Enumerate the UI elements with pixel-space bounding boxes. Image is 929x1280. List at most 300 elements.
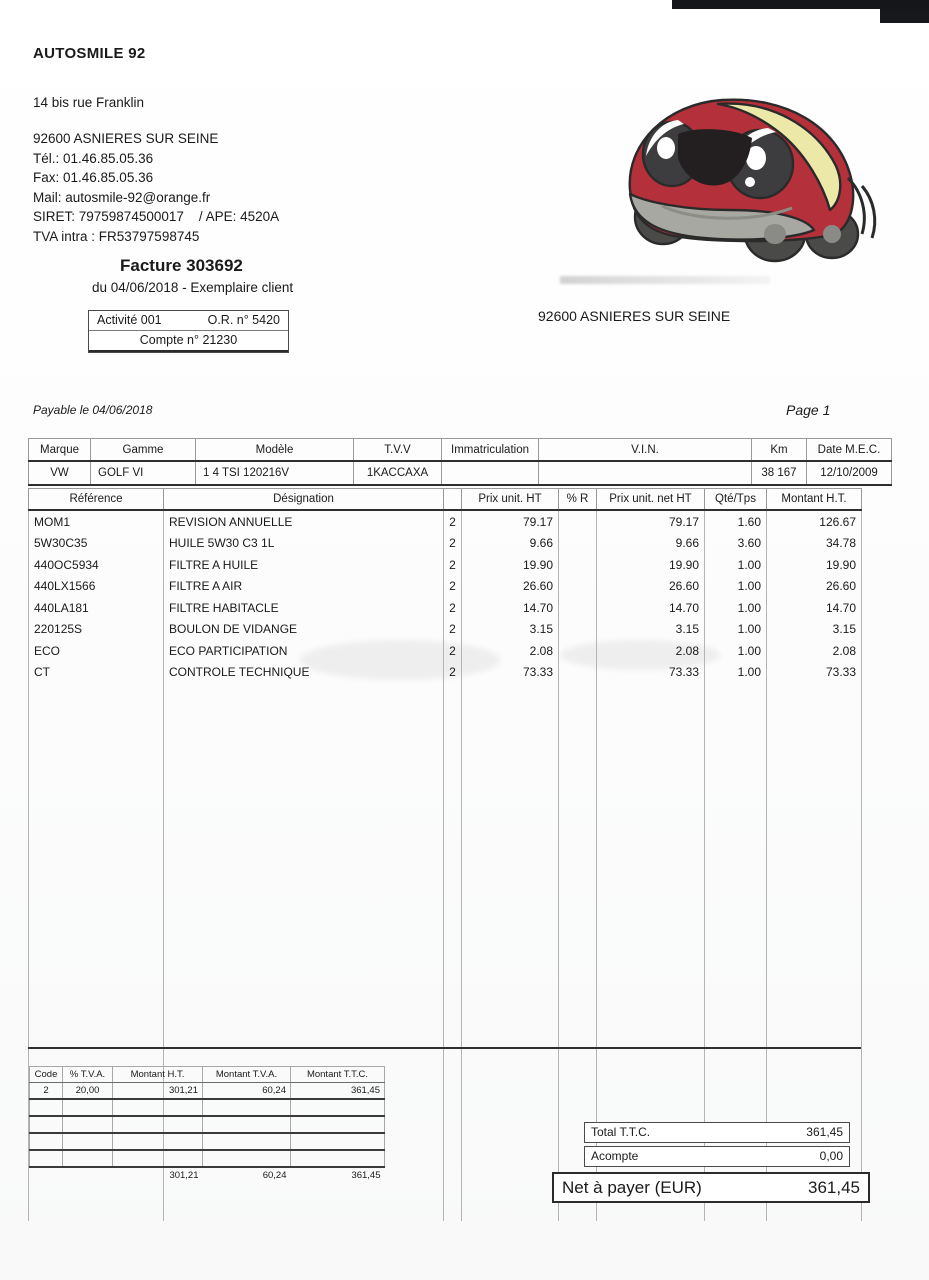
empty-cell: [63, 1099, 113, 1116]
tva-total-tva: 60,24: [203, 1167, 291, 1183]
item-reference: 440LA181: [29, 597, 164, 619]
empty-cell: [462, 1135, 559, 1157]
item-designation: FILTRE HABITACLE: [164, 597, 444, 619]
vehicle-header-row: [29, 439, 892, 462]
item-prix-unit-ht: 14.70: [462, 597, 559, 619]
empty-cell: [444, 769, 462, 791]
table-row-empty: [29, 705, 862, 727]
empty-cell: [29, 1199, 164, 1221]
empty-cell: [29, 769, 164, 791]
empty-cell: [462, 963, 559, 985]
item-reference: ECO: [29, 640, 164, 662]
item-designation: CONTROLE TECHNIQUE: [164, 662, 444, 684]
empty-cell: [767, 877, 862, 899]
table-row-empty: [29, 683, 862, 705]
empty-cell: [767, 726, 862, 748]
empty-cell: [63, 1116, 113, 1133]
empty-cell: [462, 941, 559, 963]
empty-cell: [559, 705, 597, 727]
vehicle-col-marque: Marque: [29, 439, 91, 462]
empty-cell: [462, 769, 559, 791]
empty-cell: [462, 834, 559, 856]
empty-cell: [203, 1133, 291, 1150]
empty-cell: [444, 1027, 462, 1049]
empty-cell: [767, 705, 862, 727]
empty-cell: [203, 1116, 291, 1133]
totals-box: [584, 1122, 850, 1170]
empty-cell: [113, 1133, 203, 1150]
empty-cell: [29, 963, 164, 985]
net-to-pay-value: 361,45: [808, 1178, 860, 1197]
empty-cell: [462, 791, 559, 813]
tva-total-blank2: [63, 1167, 113, 1183]
tva-data-row: [30, 1083, 385, 1100]
items-col-prix-unit-ht: Prix unit. HT: [462, 489, 559, 511]
item-prix-unit-net-ht: 79.17: [597, 510, 705, 533]
item-prix-unit-ht: 73.33: [462, 662, 559, 684]
empty-cell: [444, 834, 462, 856]
empty-cell: [559, 984, 597, 1006]
vehicle-col-vin: V.I.N.: [539, 439, 752, 462]
empty-cell: [164, 726, 444, 748]
empty-cell: [462, 1070, 559, 1092]
item-qte-tps: 1.00: [705, 619, 767, 641]
empty-cell: [705, 1006, 767, 1028]
empty-cell: [705, 920, 767, 942]
empty-cell: [705, 748, 767, 770]
item-prix-unit-ht: 19.90: [462, 554, 559, 576]
item-montant-ht: 126.67: [767, 510, 862, 533]
items-header-row: [29, 489, 862, 511]
empty-cell: [462, 984, 559, 1006]
company-name: AUTOSMILE 92: [33, 45, 146, 62]
empty-cell: [559, 898, 597, 920]
empty-cell: [29, 726, 164, 748]
car-mascot-logo: [600, 82, 890, 267]
empty-cell: [29, 791, 164, 813]
empty-cell: [559, 1092, 597, 1114]
empty-cell: [444, 683, 462, 705]
tva-empty-row: [30, 1133, 385, 1150]
empty-cell: [444, 1199, 462, 1221]
empty-cell: [291, 1150, 385, 1167]
empty-cell: [164, 898, 444, 920]
empty-cell: [559, 1070, 597, 1092]
empty-cell: [767, 941, 862, 963]
items-col-designation: Désignation: [164, 489, 444, 511]
empty-cell: [597, 984, 705, 1006]
account-row: [89, 331, 288, 352]
empty-cell: [444, 705, 462, 727]
empty-cell: [559, 748, 597, 770]
item-prix-unit-ht: 9.66: [462, 533, 559, 555]
item-designation: BOULON DE VIDANGE: [164, 619, 444, 641]
tva-summary-table: [29, 1066, 385, 1183]
vehicle-table: [28, 438, 892, 486]
table-row-empty: [29, 1027, 862, 1049]
empty-cell: [559, 769, 597, 791]
items-col-qte-tps: Qté/Tps: [705, 489, 767, 511]
empty-cell: [164, 748, 444, 770]
vehicle-gamme: GOLF VI: [91, 461, 196, 485]
net-to-pay-label: Net à payer (EUR): [562, 1178, 702, 1197]
empty-cell: [705, 941, 767, 963]
empty-cell: [559, 726, 597, 748]
empty-cell: [597, 726, 705, 748]
empty-cell: [597, 898, 705, 920]
item-remise: [559, 510, 597, 533]
empty-cell: [29, 1027, 164, 1049]
empty-cell: [29, 812, 164, 834]
tva-empty-row: [30, 1150, 385, 1167]
company-siret: SIRET: 79759874500017 / APE: 4520A: [33, 209, 280, 224]
empty-cell: [462, 1027, 559, 1049]
item-prix-unit-ht: 79.17: [462, 510, 559, 533]
empty-cell: [444, 1178, 462, 1200]
empty-cell: [29, 683, 164, 705]
empty-cell: [29, 941, 164, 963]
table-row-empty: [29, 726, 862, 748]
items-table-bottom-rule: [28, 1047, 861, 1049]
empty-cell: [597, 1092, 705, 1114]
vehicle-vin: [539, 461, 752, 485]
empty-cell: [29, 748, 164, 770]
tva-col-ttc: Montant T.T.C.: [291, 1067, 385, 1083]
empty-cell: [767, 834, 862, 856]
empty-cell: [705, 726, 767, 748]
tva-header-row: [30, 1067, 385, 1083]
item-prix-unit-net-ht: 73.33: [597, 662, 705, 684]
item-designation: ECO PARTICIPATION: [164, 640, 444, 662]
company-mail: Mail: autosmile-92@orange.fr: [33, 189, 211, 205]
item-montant-ht: 34.78: [767, 533, 862, 555]
customer-name-redacted: [560, 276, 770, 284]
item-montant-ht: 19.90: [767, 554, 862, 576]
item-designation: FILTRE A HUILE: [164, 554, 444, 576]
empty-cell: [444, 812, 462, 834]
empty-cell: [164, 984, 444, 1006]
acompte-value: 0,00: [819, 1149, 843, 1163]
empty-cell: [164, 920, 444, 942]
table-row: [29, 662, 862, 684]
item-designation: HUILE 5W30 C3 1L: [164, 533, 444, 555]
empty-cell: [559, 877, 597, 899]
empty-cell: [559, 812, 597, 834]
tva-total-ttc: 361,45: [291, 1167, 385, 1183]
repair-order-label: O.R. n° 5420: [207, 313, 280, 327]
items-col-reference: Référence: [29, 489, 164, 511]
empty-cell: [767, 855, 862, 877]
table-row-empty: [29, 941, 862, 963]
company-tva-intra: TVA intra : FR53797598745: [33, 228, 200, 244]
vehicle-marque: VW: [29, 461, 91, 485]
empty-cell: [767, 812, 862, 834]
empty-cell: [444, 1006, 462, 1028]
items-col-remise: % R: [559, 489, 597, 511]
empty-cell: [559, 1006, 597, 1028]
empty-cell: [597, 769, 705, 791]
total-ttc-value: 361,45: [806, 1125, 843, 1139]
empty-cell: [559, 1049, 597, 1071]
empty-cell: [767, 748, 862, 770]
empty-cell: [767, 1092, 862, 1114]
empty-cell: [705, 812, 767, 834]
tva-empty-row: [30, 1116, 385, 1133]
empty-cell: [767, 963, 862, 985]
scanner-edge-top: [672, 0, 929, 9]
item-prix-unit-net-ht: 26.60: [597, 576, 705, 598]
empty-cell: [462, 1156, 559, 1178]
empty-cell: [597, 1006, 705, 1028]
empty-cell: [30, 1099, 63, 1116]
vehicle-modele: 1 4 TSI 120216V: [196, 461, 354, 485]
empty-cell: [29, 877, 164, 899]
empty-cell: [113, 1116, 203, 1133]
activity-label: Activité 001: [97, 313, 162, 327]
empty-cell: [30, 1133, 63, 1150]
vehicle-immatriculation: [442, 461, 539, 485]
vehicle-col-modele: Modèle: [196, 439, 354, 462]
empty-cell: [203, 1150, 291, 1167]
item-qte-tps: 1.00: [705, 597, 767, 619]
empty-cell: [164, 683, 444, 705]
empty-cell: [462, 855, 559, 877]
table-row-empty: [29, 855, 862, 877]
vehicle-date-mec: 12/10/2009: [807, 461, 892, 485]
item-remise: [559, 619, 597, 641]
empty-cell: [29, 855, 164, 877]
item-qte-tps: 1.00: [705, 576, 767, 598]
empty-cell: [462, 920, 559, 942]
empty-cell: [705, 834, 767, 856]
empty-cell: [164, 705, 444, 727]
empty-cell: [767, 898, 862, 920]
empty-cell: [597, 941, 705, 963]
item-remise: [559, 640, 597, 662]
table-row-empty: [29, 834, 862, 856]
item-code-tva: 2: [444, 662, 462, 684]
empty-cell: [597, 855, 705, 877]
empty-cell: [30, 1116, 63, 1133]
empty-cell: [444, 1135, 462, 1157]
empty-cell: [597, 791, 705, 813]
empty-cell: [597, 834, 705, 856]
empty-cell: [29, 834, 164, 856]
vehicle-col-gamme: Gamme: [91, 439, 196, 462]
invoice-subtitle: du 04/06/2018 - Exemplaire client: [92, 280, 294, 295]
empty-cell: [705, 898, 767, 920]
vehicle-km: 38 167: [752, 461, 807, 485]
table-row-empty: [29, 984, 862, 1006]
item-prix-unit-ht: 26.60: [462, 576, 559, 598]
item-code-tva: 2: [444, 576, 462, 598]
item-qte-tps: 1.60: [705, 510, 767, 533]
empty-cell: [705, 984, 767, 1006]
empty-cell: [705, 963, 767, 985]
empty-cell: [597, 877, 705, 899]
empty-cell: [767, 1006, 862, 1028]
empty-cell: [462, 683, 559, 705]
tva-col-ht: Montant H.T.: [113, 1067, 203, 1083]
tva-col-tva: Montant T.V.A.: [203, 1067, 291, 1083]
empty-cell: [29, 920, 164, 942]
empty-cell: [597, 683, 705, 705]
item-reference: 5W30C35: [29, 533, 164, 555]
empty-cell: [597, 1027, 705, 1049]
empty-cell: [444, 1156, 462, 1178]
acompte-row: [584, 1146, 850, 1167]
item-prix-unit-net-ht: 3.15: [597, 619, 705, 641]
item-montant-ht: 73.33: [767, 662, 862, 684]
empty-cell: [164, 855, 444, 877]
empty-cell: [462, 1199, 559, 1221]
activity-row: [89, 311, 288, 331]
empty-cell: [767, 683, 862, 705]
empty-cell: [444, 748, 462, 770]
empty-cell: [705, 877, 767, 899]
empty-cell: [29, 1006, 164, 1028]
empty-cell: [444, 1092, 462, 1114]
empty-cell: [597, 748, 705, 770]
empty-cell: [444, 877, 462, 899]
item-qte-tps: 3.60: [705, 533, 767, 555]
item-montant-ht: 2.08: [767, 640, 862, 662]
item-prix-unit-ht: 2.08: [462, 640, 559, 662]
item-montant-ht: 14.70: [767, 597, 862, 619]
company-tel: Tél.: 01.46.85.05.36: [33, 150, 154, 166]
empty-cell: [767, 984, 862, 1006]
empty-cell: [462, 1049, 559, 1071]
item-reference: CT: [29, 662, 164, 684]
empty-cell: [164, 941, 444, 963]
item-code-tva: 2: [444, 510, 462, 533]
net-to-pay-row: [552, 1172, 870, 1203]
item-code-tva: 2: [444, 597, 462, 619]
tva-ht: 301,21: [113, 1083, 203, 1100]
empty-cell: [462, 726, 559, 748]
table-row-empty: [29, 1006, 862, 1028]
empty-cell: [705, 683, 767, 705]
empty-cell: [63, 1150, 113, 1167]
tva-total-blank1: [30, 1167, 63, 1183]
empty-cell: [705, 1092, 767, 1114]
empty-cell: [705, 855, 767, 877]
empty-cell: [705, 705, 767, 727]
activity-account-box: [88, 310, 289, 353]
empty-cell: [29, 898, 164, 920]
empty-cell: [203, 1099, 291, 1116]
empty-cell: [444, 1113, 462, 1135]
empty-cell: [444, 984, 462, 1006]
empty-cell: [767, 1027, 862, 1049]
item-prix-unit-net-ht: 9.66: [597, 533, 705, 555]
empty-cell: [164, 1027, 444, 1049]
empty-cell: [559, 791, 597, 813]
tva-total-row: [30, 1167, 385, 1183]
table-row-empty: [29, 812, 862, 834]
company-street: 14 bis rue Franklin: [33, 95, 145, 110]
empty-cell: [462, 1092, 559, 1114]
tva-empty-row: [30, 1099, 385, 1116]
item-prix-unit-ht: 3.15: [462, 619, 559, 641]
item-qte-tps: 1.00: [705, 662, 767, 684]
empty-cell: [164, 791, 444, 813]
payable-date: Payable le 04/06/2018: [33, 403, 153, 417]
items-col-montant-ht: Montant H.T.: [767, 489, 862, 511]
empty-cell: [462, 812, 559, 834]
empty-cell: [559, 683, 597, 705]
empty-cell: [164, 1199, 444, 1221]
empty-cell: [462, 877, 559, 899]
table-row: [29, 554, 862, 576]
tva-col-code: Code: [30, 1067, 63, 1083]
empty-cell: [444, 920, 462, 942]
empty-cell: [444, 1070, 462, 1092]
vehicle-col-immatriculation: Immatriculation: [442, 439, 539, 462]
table-row: [29, 533, 862, 555]
item-code-tva: 2: [444, 554, 462, 576]
table-row-empty: [29, 920, 862, 942]
item-reference: 220125S: [29, 619, 164, 641]
empty-cell: [164, 769, 444, 791]
tva-code: 2: [30, 1083, 63, 1100]
table-row-empty: [29, 769, 862, 791]
empty-cell: [63, 1133, 113, 1150]
empty-cell: [705, 1027, 767, 1049]
item-remise: [559, 576, 597, 598]
item-designation: REVISION ANNUELLE: [164, 510, 444, 533]
items-col-prix-unit-net-ht: Prix unit. net HT: [597, 489, 705, 511]
item-montant-ht: 26.60: [767, 576, 862, 598]
empty-cell: [164, 812, 444, 834]
scanner-edge-corner: [880, 9, 929, 23]
item-prix-unit-net-ht: 19.90: [597, 554, 705, 576]
empty-cell: [164, 877, 444, 899]
empty-cell: [705, 1070, 767, 1092]
empty-cell: [444, 855, 462, 877]
tva-col-taux: % T.V.A.: [63, 1067, 113, 1083]
empty-cell: [767, 769, 862, 791]
item-prix-unit-net-ht: 2.08: [597, 640, 705, 662]
total-ttc-label: Total T.T.C.: [591, 1125, 651, 1139]
empty-cell: [705, 769, 767, 791]
table-row-empty: [29, 898, 862, 920]
table-row: [29, 619, 862, 641]
empty-cell: [291, 1099, 385, 1116]
empty-cell: [462, 705, 559, 727]
items-col-code-tva: [444, 489, 462, 511]
item-montant-ht: 3.15: [767, 619, 862, 641]
table-row-empty: [29, 877, 862, 899]
empty-cell: [462, 1178, 559, 1200]
item-code-tva: 2: [444, 533, 462, 555]
vehicle-col-date-mec: Date M.E.C.: [807, 439, 892, 462]
empty-cell: [164, 1006, 444, 1028]
empty-cell: [291, 1116, 385, 1133]
company-fax: Fax: 01.46.85.05.36: [33, 170, 154, 185]
empty-cell: [705, 1049, 767, 1071]
empty-cell: [597, 1049, 705, 1071]
item-remise: [559, 662, 597, 684]
item-qte-tps: 1.00: [705, 554, 767, 576]
vehicle-tvv: 1KACCAXA: [354, 461, 442, 485]
item-remise: [559, 597, 597, 619]
table-row: [29, 510, 862, 533]
empty-cell: [559, 920, 597, 942]
item-designation: FILTRE A AIR: [164, 576, 444, 598]
empty-cell: [444, 1049, 462, 1071]
empty-cell: [29, 984, 164, 1006]
